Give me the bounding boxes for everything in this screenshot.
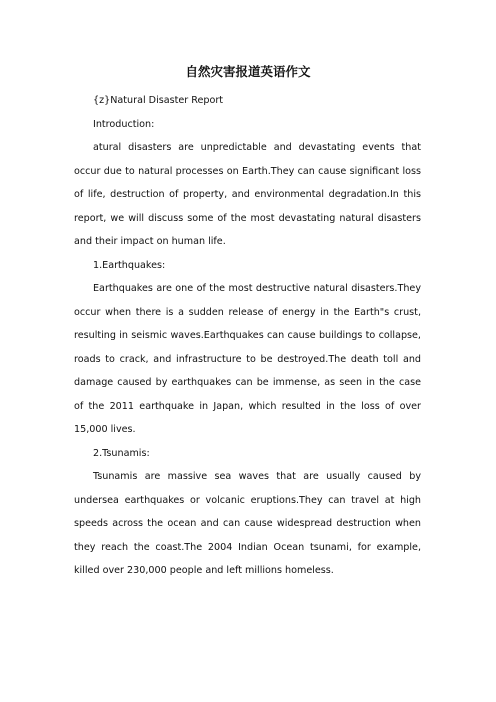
earthquakes-paragraph: Earthquakes are one of the most destructive natural disasters.They occur when there is a sudden release of energy in the Earth"s crust, resulting in seismic waves.Earthquakes can cause buildings to collapse, roads to crack, and infrastructure to be destroyed.The death toll and damage caused by earthquakes can be immense, as seen in the case of the 2011 earthquake in Japan, which resulted in the loss of over 15,000 lives.	[74, 283, 421, 435]
document-title: 自然灾害报道英语作文	[185, 64, 311, 79]
document-body	[74, 89, 421, 583]
section-heading-introduction: Introduction:	[93, 118, 155, 130]
section-heading-earthquakes: 1.Earthquakes:	[93, 259, 166, 271]
introduction-paragraph: atural disasters are unpredictable and devastating events that occur due to natural processes on Earth.They can cause significant loss of life, destruction of property, and environmental degradation.In this report, we will discuss some of the most devastating natural disasters and their impact on human life.	[74, 142, 421, 247]
report-heading: {z}Natural Disaster Report	[93, 95, 224, 106]
tsunamis-paragraph: Tsunamis are massive sea waves that are usually caused by undersea earthquakes or volcanic eruptions.They can travel at high speeds across the ocean and can cause widespread destruction when they reach the coast.The 2004 Indian Ocean tsunami, for example, killed over 230,000 people and left millions homeless.	[74, 471, 421, 576]
section-heading-tsunamis: 2.Tsunamis:	[93, 447, 150, 459]
